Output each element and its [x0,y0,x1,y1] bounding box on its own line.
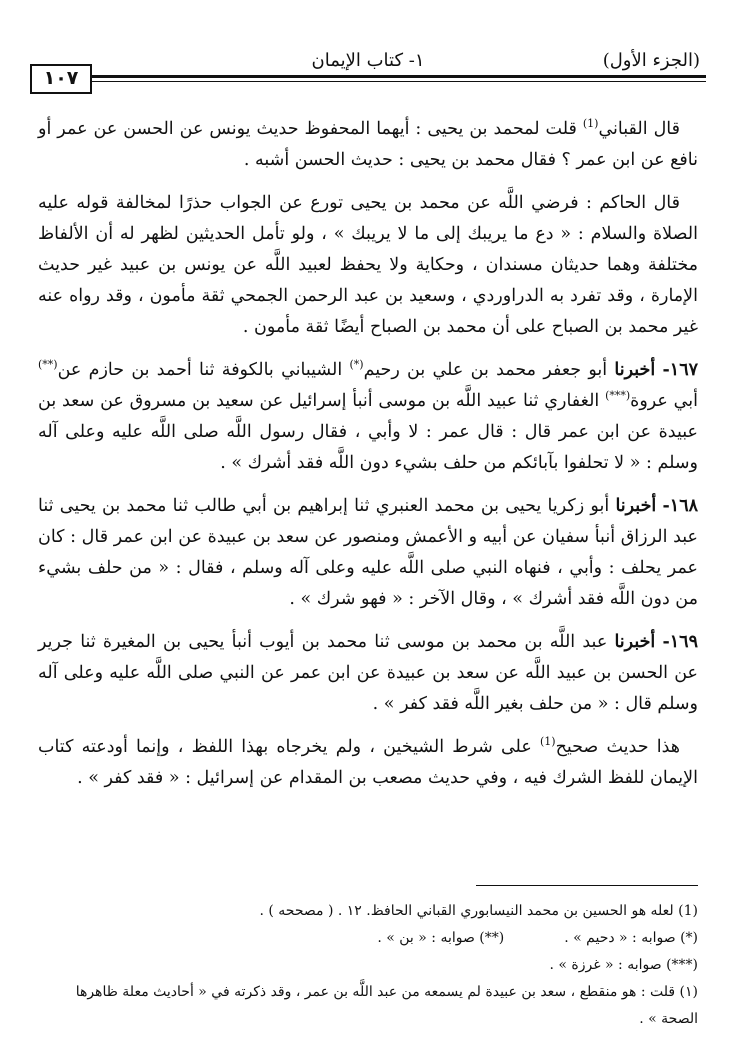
hadith-keyword: أخبرنا [614,360,656,380]
hadith-number: ١٦٩- [662,632,698,652]
footnote-ref: (**) [38,358,58,372]
paragraph-hakim: قال الحاكم : فرضي اللَّه عن محمد بن يحيى تورع عن الجواب حذرًا لمخالفة قوله عليه الصلاة والسلام : « دع ما يريبك إلى ما لا يريبك » ، ولو تأمل الحديثين لظهر له أن الألفاظ مختلفة وهما حديثان مسندان ، وحكاية ولا يحفظ لعبيد اللَّه عن يونس بن عبيد غير حديث الإمارة ، وقد تفرد به الدراوردي ، وسعيد بن عبد الرحمن الجمحي ثقة مأمون ، وقد رواه عنه غير محمد بن الصباح على أن محمد بن الصباح أيضًا ثقة مأمون . [38,193,698,337]
footnote-row [38,925,698,952]
text-span: على شرط الشيخين ، ولم يخرجاه بهذا اللفظ ، وإنما أودعته كتاب الإيمان للفظ الشرك فيه ، وفي حديث مصعب بن المقدام عن إسرائيل : « فقد كفر » . [38,737,698,788]
footnote-2star: (**) صوابه : « بن » . [377,930,505,946]
text-span: أبو جعفر محمد بن علي بن رحيم [363,360,615,380]
header-rule-thin [92,81,706,82]
hadith-number: ١٦٨- [662,496,698,516]
page-number: ١٠٧ [30,64,92,94]
hadith-168 [38,491,698,615]
footnote-ref: (*) [349,358,364,372]
text-span: أبو زكريا يحيى بن محمد العنبري ثنا إبراهيم بن أبي طالب ثنا محمد بن يحيى ثنا عبد الرزاق أنبأ سفيان عن أبيه و الأعمش ومنصور عن سعد بن عبيدة عن ابن عمر قال : كان عمر يحلف : وأبي ، فنهاه النبي صلى اللَّه عليه وعلى آله وسلم ، فقال : « من حلف بشيء من دون اللَّه فقد أشرك » ، وقال الآخر : « فهو شرك » . [38,496,698,609]
text-span: قال القباني [598,119,680,139]
text-span: هذا حديث صحيح [555,737,680,757]
header-rule-thick [92,75,706,78]
text-span: قلت لمحمد بن يحيى : أيهما المحفوظ حديث يونس عن الحسن عن عمر أو نافع عن ابن عمر ؟ فقال محمد بن يحيى : حديث الحسن أشبه . [38,119,698,170]
main-text [38,114,698,806]
hadith-167 [38,355,698,479]
footnote-separator [476,885,698,886]
text-span: عبد اللَّه بن محمد بن موسى ثنا محمد بن أيوب أنبأ يحيى بن المغيرة ثنا جرير عن الحسن بن عبيد اللَّه عن سعد بن عبيدة عن ابن عمر عن النبي صلى اللَّه عليه وعلى آله وسلم قال : « من حلف بغير اللَّه فقد كفر » . [38,632,698,714]
hadith-keyword: أخبرنا [615,496,657,516]
footnote-ref: (1) [582,117,599,131]
hadith-169 [38,627,698,720]
footnote-1: (1) لعله هو الحسين بن محمد النيسابوري القباني الحافظ. ١٢ . ( مصححه ) . [259,903,698,919]
part-title: (الجزء الأول) [602,50,700,71]
text-span: أبي عروة [630,391,698,411]
hadith-keyword: أخبرنا [614,632,656,652]
footnote-last: (١) قلت : هو منقطع ، سعد بن عبيدة لم يسمعه من عبد اللَّه بن عمر ، وقد ذكرته في « أحاديث معلة ظاهرها الصحة » . [75,984,698,1027]
text-span: الغفاري ثنا عبيد اللَّه بن موسى أنبأ إسرائيل عن سعيد بن مسروق عن سعد بن عبيدة عن ابن عمر قال : قال عمر : لا وأبي ، فقال رسول اللَّه صلى اللَّه عليه وعلى آله وسلم : « لا تحلفوا بآبائكم من حلف بشيء دون اللَّه فقد أشرك » . [38,391,698,473]
footnote-ref: (1) [539,735,556,749]
footnote-3star: (***) صوابه : « غرزة » . [549,957,698,973]
hadith-number: ١٦٧- [662,360,698,380]
page-header [30,44,706,94]
paragraph-qabbani [38,114,698,176]
footnotes [38,898,698,1033]
paragraph-sahih [38,732,698,794]
footnote-ref: (***) [605,389,631,403]
footnote-star: (*) صوابه : « دحيم » . [564,930,698,946]
text-span: الشيباني بالكوفة ثنا أحمد بن حازم عن [57,360,350,380]
chapter-title: ١- كتاب الإيمان [311,50,425,71]
